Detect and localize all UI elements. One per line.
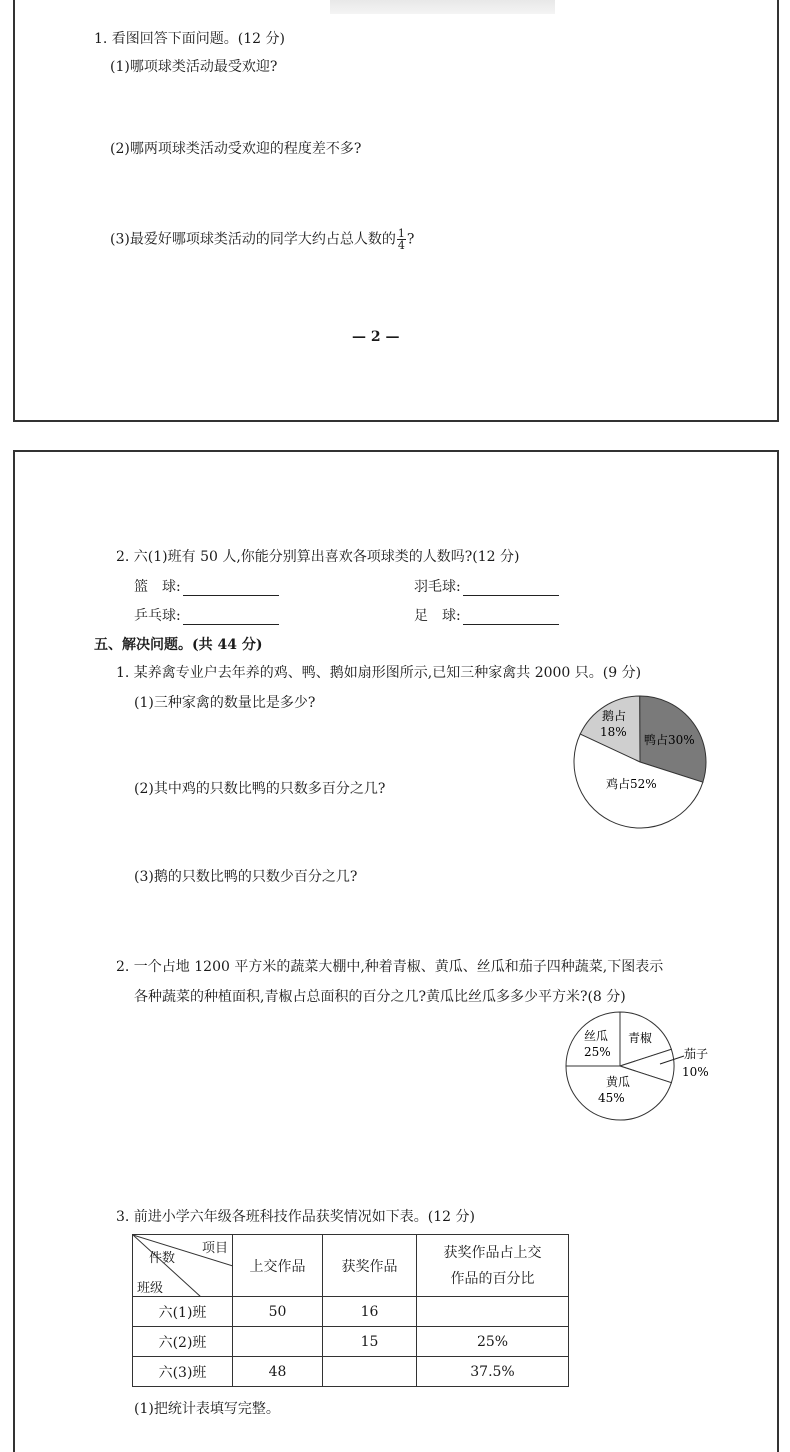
goose-percent: 18%	[600, 725, 627, 739]
eggplant-percent: 10%	[682, 1065, 709, 1079]
table-row	[133, 1327, 569, 1357]
row3-percent: 37.5%	[417, 1357, 569, 1387]
field-football: 足 球:	[414, 605, 559, 625]
table-row	[133, 1357, 569, 1387]
cucumber-label: 黄瓜	[606, 1075, 631, 1089]
cucumber-percent: 45%	[598, 1091, 625, 1105]
row2-class: 六(2)班	[133, 1327, 233, 1357]
header-percent-line2: 作品的百分比	[450, 1270, 535, 1287]
p3-title: 3. 前进小学六年级各班科技作品获奖情况如下表。(12 分)	[116, 1209, 475, 1225]
blank-pingpong[interactable]	[183, 611, 279, 625]
row2-percent: 25%	[417, 1327, 569, 1357]
row2-awarded: 15	[323, 1327, 417, 1357]
goose-label: 鹅占	[602, 709, 627, 723]
blank-basketball[interactable]	[183, 582, 279, 596]
blank-football[interactable]	[463, 611, 559, 625]
field-pingpong: 乒乓球:	[134, 605, 279, 625]
row1-awarded: 16	[323, 1297, 417, 1327]
header-percent-line1: 获奖作品占上交	[443, 1244, 542, 1261]
loofah-percent: 25%	[584, 1045, 611, 1059]
q1-sub3-suffix: ?	[406, 231, 415, 248]
corner-bottom-label: 班级	[137, 1281, 164, 1296]
p3-sub1: (1)把统计表填写完整。	[134, 1401, 280, 1417]
table-corner-cell	[133, 1235, 233, 1297]
q1-title: 1. 看图回答下面问题。(12 分)	[94, 31, 285, 47]
q2-title: 2. 六(1)班有 50 人,你能分别算出喜欢各项球类的人数吗?(12 分)	[116, 549, 520, 565]
vegetable-pie-chart	[564, 1010, 724, 1126]
q1-sub1: (1)哪项球类活动最受欢迎?	[110, 59, 278, 75]
p1-sub2: (2)其中鸡的只数比鸭的只数多百分之几?	[134, 781, 386, 797]
duck-name: 鸭占	[644, 733, 669, 747]
corner-mid-label: 件数	[149, 1251, 176, 1266]
row3-awarded[interactable]	[323, 1357, 417, 1387]
p2-line1: 2. 一个占地 1200 平方米的蔬菜大棚中,种着青椒、黄瓜、丝瓜和茄子四种蔬菜,下图表示	[116, 959, 664, 975]
chicken-label	[606, 776, 657, 791]
pepper-label: 青椒	[628, 1031, 653, 1045]
eggplant-label: 茄子	[684, 1047, 709, 1061]
loofah-label: 丝瓜	[584, 1029, 609, 1043]
fraction-one-quarter: $\frac{1}{4}$	[397, 227, 405, 252]
page-number: — 2 —	[352, 329, 400, 345]
corner-top-label: 项目	[201, 1241, 228, 1256]
award-table	[132, 1234, 569, 1387]
section5-title: 五、解决问题。(共 44 分)	[94, 637, 263, 653]
table-row	[133, 1297, 569, 1327]
duck-percent: 30%	[668, 733, 695, 747]
header-awarded: 获奖作品	[323, 1235, 417, 1297]
row2-submitted[interactable]	[233, 1327, 323, 1357]
poultry-pie-slices	[574, 696, 706, 828]
q1-sub3-text: (3)最爱好哪项球类活动的同学大约占总人数的	[110, 231, 396, 248]
p2-line2: 各种蔬菜的种植面积,青椒占总面积的百分之几?黄瓜比丝瓜多多少平方米?(8 分)	[134, 989, 626, 1005]
row1-submitted: 50	[233, 1297, 323, 1327]
row3-submitted: 48	[233, 1357, 323, 1387]
top-decoration-remnant	[330, 0, 555, 14]
field-badminton: 羽毛球:	[414, 576, 559, 596]
duck-label	[644, 732, 695, 747]
poultry-pie-chart	[572, 690, 716, 830]
q1-sub2: (2)哪两项球类活动受欢迎的程度差不多?	[110, 141, 362, 157]
row1-class: 六(1)班	[133, 1297, 233, 1327]
chicken-name: 鸡占	[606, 777, 631, 791]
p1-title: 1. 某养禽专业户去年养的鸡、鸭、鹅如扇形图所示,已知三种家禽共 2000 只。(9 分)	[116, 665, 642, 681]
p1-sub1: (1)三种家禽的数量比是多少?	[134, 695, 316, 711]
chicken-percent: 52%	[630, 777, 657, 791]
blank-badminton[interactable]	[463, 582, 559, 596]
p1-sub3: (3)鹅的只数比鸭的只数少百分之几?	[134, 869, 358, 885]
header-submitted: 上交作品	[233, 1235, 323, 1297]
row1-percent[interactable]	[417, 1297, 569, 1327]
row3-class: 六(3)班	[133, 1357, 233, 1387]
q1-sub3	[110, 228, 414, 251]
field-basketball: 篮 球:	[134, 576, 279, 596]
header-percent	[417, 1235, 569, 1297]
